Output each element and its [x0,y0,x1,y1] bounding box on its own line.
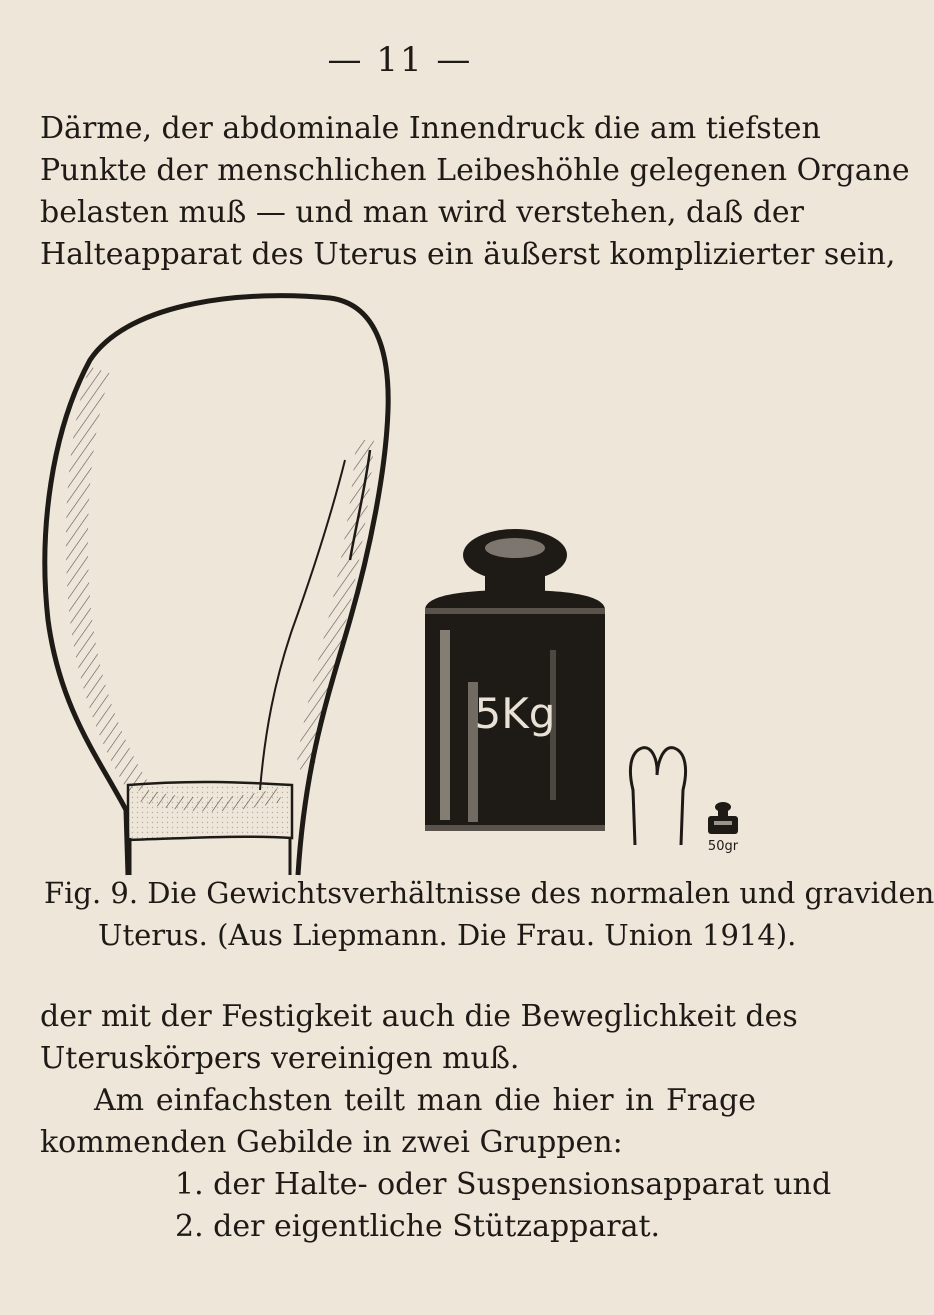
figure-illustration [30,290,770,880]
text-line: Halteapparat des Uterus ein äußerst komplizierter sein, [40,237,896,272]
caption-line: Fig. 9. Die Gewichtsverhältnisse des normalen und graviden [44,876,934,910]
text-line: Uteruskörpers vereinigen muß. [40,1041,520,1076]
text-line: kommenden Gebilde in zwei Gruppen: [40,1125,623,1160]
list-item: 1. der Halte- oder Suspensionsapparat und [175,1167,832,1202]
figure-9 [30,290,770,880]
paragraph-top [40,108,910,276]
text-line: Därme, der abdominale Innendruck die am tiefsten [40,111,821,146]
weight-5kg-drawing [425,529,605,831]
normal-uterus-drawing [630,748,685,845]
paragraph-bottom [40,996,832,1248]
caption-line: Uterus. (Aus Liepmann. Die Frau. Union 1914). [98,918,797,952]
weight-50gr-label: 50gr [707,839,739,854]
gravid-uterus-drawing [45,296,388,875]
text-line: der mit der Festigkeit auch die Beweglichkeit des [40,999,798,1034]
weight-5kg-label: 5Kg [474,689,556,738]
text-line: Am einfachsten teilt man die hier in Frage [94,1083,756,1118]
text-line: belasten muß — und man wird verstehen, daß der [40,195,804,230]
list-item: 2. der eigentliche Stützapparat. [175,1209,661,1244]
text-line: Punkte der menschlichen Leibeshöhle gelegenen Organe [40,153,910,188]
figure-caption [44,872,934,956]
page-number: — 11 — [327,40,473,80]
weight-50gr-drawing [708,802,738,834]
